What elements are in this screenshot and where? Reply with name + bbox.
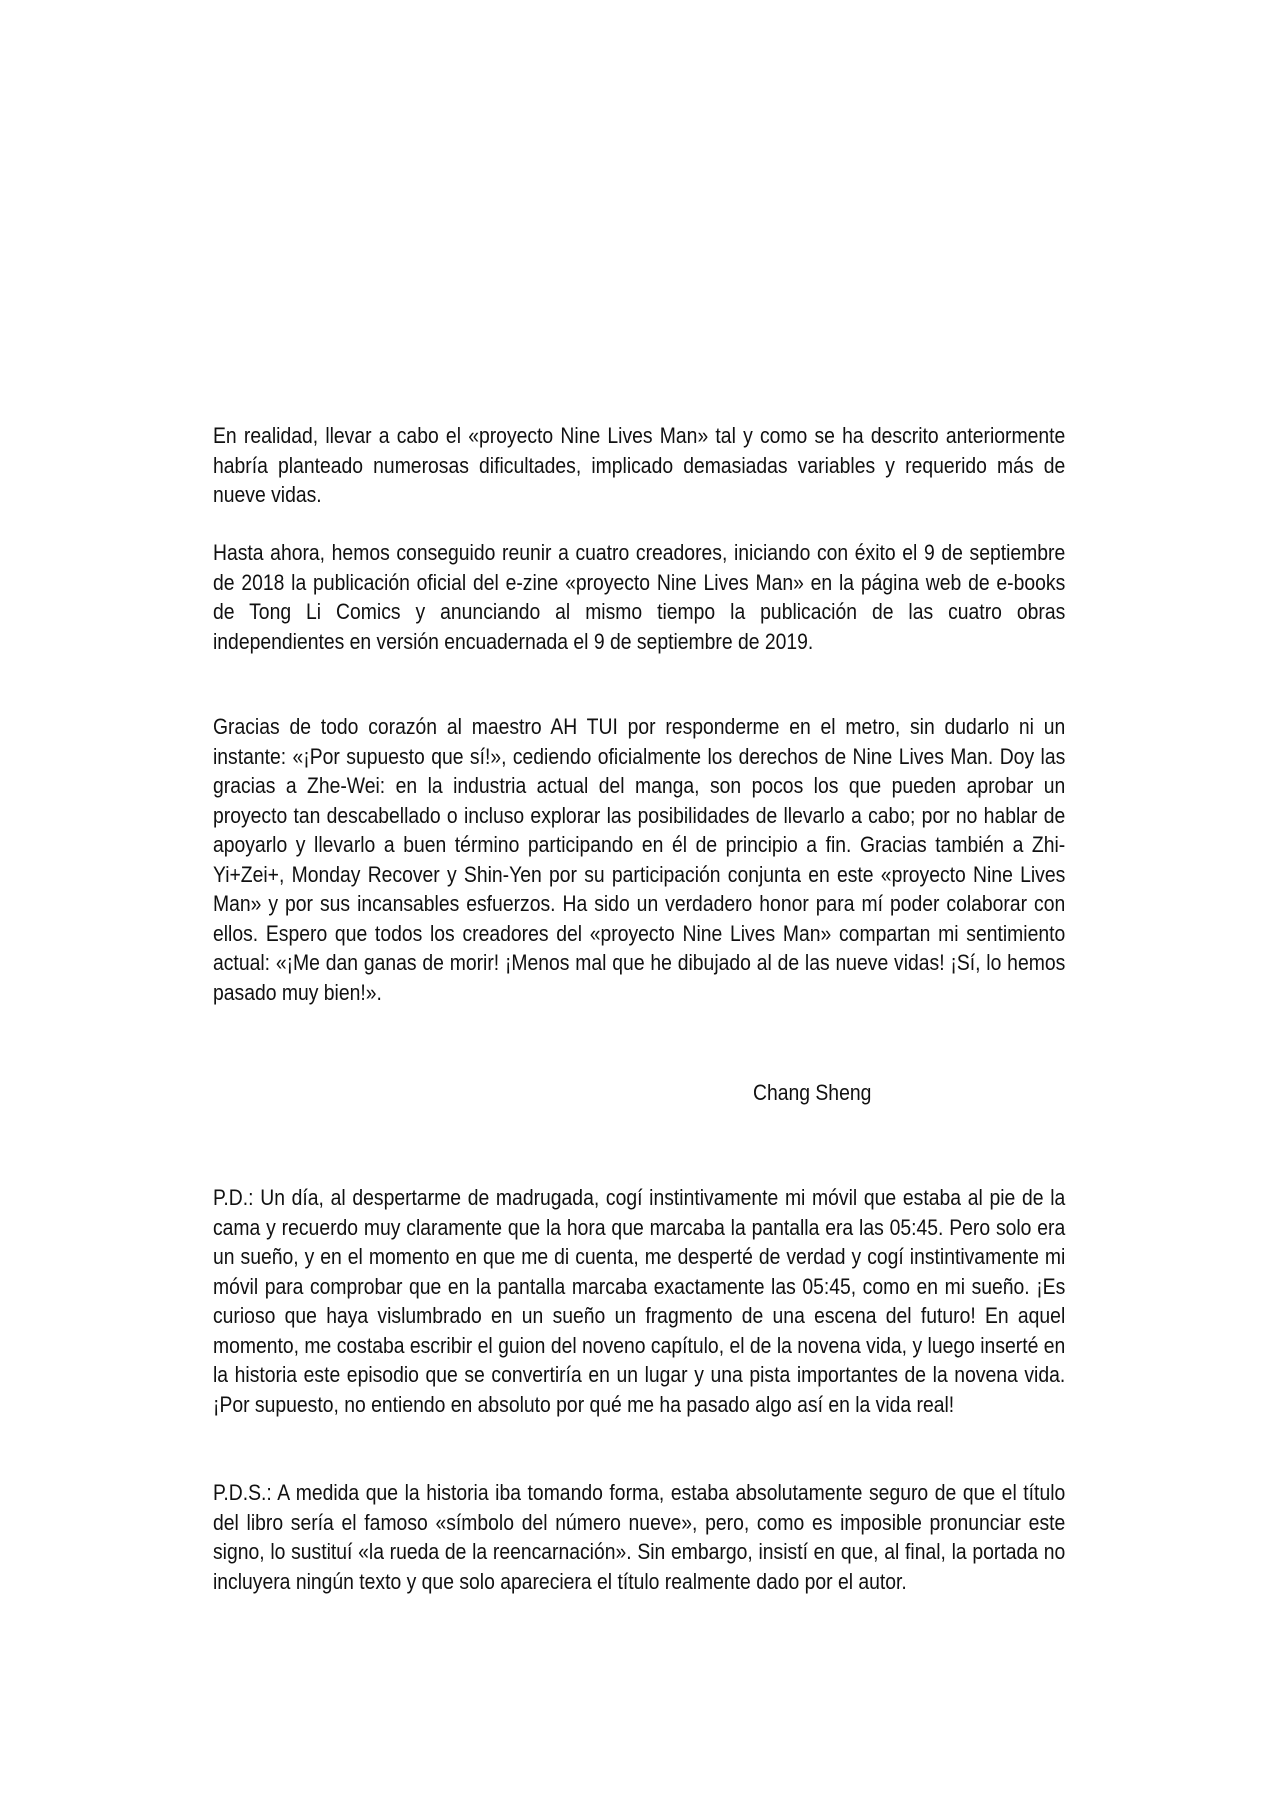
body-paragraph: [213, 421, 1065, 510]
postscript-text: P.D.: Un día, al despertarme de madrugada, cogí instintivamente mi móvil que estaba al pie de la cama y recuerdo muy claramente que la hora que marcaba la pantalla era las 05:45. Pero solo era un sueño, y en el momento en que me di cuenta, me desperté de verdad y cogí instintivamente mi móvil para comprobar que en la pantalla marcaba exactamente las 05:45, como en mi sueño. ¡Es curioso que haya vislumbrado en un sueño un fragmento de una escena del futuro! En aquel momento, me costaba escribir el guion del noveno capítulo, el de la novena vida, y luego inserté en la historia este episodio que se convertiría en un lugar y una pista importantes de la novena vida. ¡Por supuesto, no entiendo en absoluto por qué me ha pasado algo así en la vida real!: [213, 1185, 1066, 1417]
paragraph-text: En realidad, llevar a cabo el «proyecto Nine Lives Man» tal y como se ha descrito anteriormente habría planteado numerosas dificultades, implicado demasiadas variables y requerido más de nueve vidas.: [213, 423, 1066, 507]
postscript-text: P.D.S.: A medida que la historia iba tomando forma, estaba absolutamente seguro de que el título del libro sería el famoso «símbolo del número nueve», pero, como es imposible pronunciar este signo, lo sustituí «la rueda de la reencarnación». Sin embargo, insistí en que, al final, la portada no incluyera ningún texto y que solo apareciera el título realmente dado por el autor.: [213, 1480, 1066, 1594]
postscript: [213, 1183, 1065, 1419]
author-signature: Chang Sheng: [753, 1080, 872, 1105]
body-paragraph: [213, 712, 1065, 1007]
paragraph-text: Hasta ahora, hemos conseguido reunir a cuatro creadores, iniciando con éxito el 9 de septiembre de 2018 la publicación oficial del e-zine «proyecto Nine Lives Man» en la página web de e-books de Tong Li Comics y anunciando al mismo tiempo la publicación de las cuatro obras independientes en versión encuadernada el 9 de septiembre de 2019.: [213, 540, 1066, 654]
paragraph-text: Gracias de todo corazón al maestro AH TUI por responderme en el metro, sin dudarlo ni un instante: «¡Por supuesto que sí!», cediendo oficialmente los derechos de Nine Lives Man. Doy las gracias a Zhe-Wei: en la industria actual del manga, son pocos los que pueden aprobar un proyecto tan descabellado o incluso explorar las posibilidades de llevarlo a cabo; por no hablar de apoyarlo y llevarlo a buen término participando en él de principio a fin. Gracias también a Zhi-Yi+Zei+, Monday Recover y Shin-Yen por su participación conjunta en este «proyecto Nine Lives Man» y por sus incansables esfuerzos. Ha sido un verdadero honor para mí poder colaborar con ellos. Espero que todos los creadores del «proyecto Nine Lives Man» compartan mi sentimiento actual: «¡Me dan ganas de morir! ¡Menos mal que he dibujado al de las nueve vidas! ¡Sí, lo hemos pasado muy bien!».: [213, 714, 1066, 1005]
body-paragraph: [213, 538, 1065, 656]
postscript: [213, 1478, 1065, 1596]
